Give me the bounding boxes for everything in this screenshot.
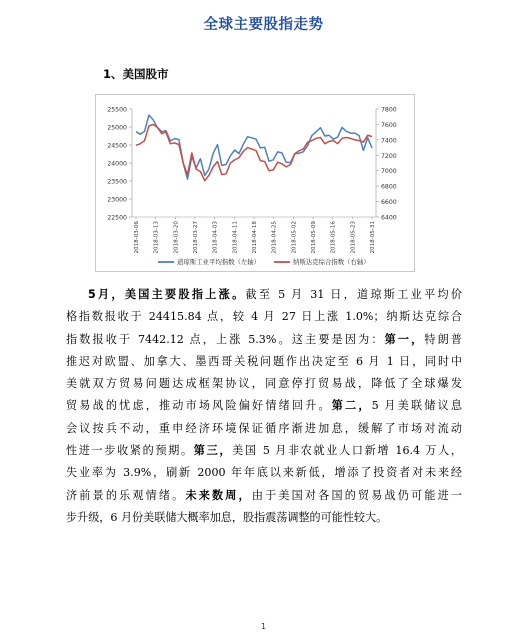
- x-tick-label: 2018-03-20: [173, 221, 180, 254]
- paragraph-text: 贸易战的忧虑，推动市场风险偏好情绪回升。: [66, 399, 332, 413]
- y-left-tick-label: 23500: [107, 178, 127, 186]
- paragraph-text: 济前景的乐观情绪。: [66, 488, 186, 502]
- y-right-tick-label: 6800: [381, 183, 397, 191]
- x-tick-label: 2018-04-18: [252, 221, 258, 254]
- paragraph-text: 指数报收于 7442.12 点，上涨 5.3%。这主要是因为：: [66, 332, 385, 346]
- paragraph-line: 步升级，6 月份美联储大概率加息，股指震荡调整的可能性较大。: [66, 510, 388, 524]
- paragraph-line: [66, 440, 462, 462]
- legend-label: 道琼斯工业平均指数（左轴）: [177, 258, 261, 266]
- paragraph-text: 性进一步收紧的预期。: [66, 444, 194, 458]
- y-right-tick-label: 6600: [381, 199, 397, 207]
- section-heading: 1、美国股市: [103, 67, 169, 81]
- y-left-tick-label: 23000: [107, 196, 127, 204]
- paragraph-text: 由于美国对各国的贸易战仍可能进一: [251, 488, 462, 502]
- paragraph-emphasis: 未来数周，: [185, 488, 252, 502]
- page-number: 1: [260, 622, 267, 631]
- paragraph-emphasis: 第二，: [331, 399, 372, 413]
- x-tick-label: 2018-03-06: [134, 221, 140, 254]
- paragraph-line: 失业率为 3.9%，刷新 2000 年年底以来新低，增添了投资者对未来经: [66, 466, 462, 480]
- y-right-tick-label: 7600: [381, 121, 397, 129]
- x-tick-label: 2018-03-13: [153, 221, 160, 254]
- y-right-tick-label: 7200: [381, 152, 397, 160]
- paragraph-lead: 5月，美国主要股指上涨。: [88, 288, 246, 301]
- x-tick-label: 2018-05-23: [350, 221, 357, 254]
- x-tick-label: 2018-04-25: [271, 221, 278, 254]
- paragraph-line: 格指数报收于 24415.84 点，较 4 月 27 日上涨 1.0%；纳斯达克综合: [66, 310, 462, 324]
- y-right-tick-label: 7400: [381, 137, 397, 145]
- nasdaq-line: [136, 124, 372, 180]
- paragraph-line: 美就双方贸易问题达成框架协议，同意停打贸易战，降低了全球爆发: [66, 377, 462, 391]
- page-title: 全球主要股指走势: [203, 17, 324, 33]
- paragraph-line: 推迟对欧盟、加拿大、墨西哥关税问题作出决定至 6 月 1 日，同时中: [66, 354, 462, 368]
- paragraph-text: 特朗普: [424, 332, 462, 346]
- dow-jones-line: [136, 115, 372, 179]
- x-tick-label: 2018-04-11: [232, 221, 239, 254]
- x-tick-label: 2018-04-03: [212, 221, 219, 254]
- legend-label: 纳斯达克综合指数（右轴）: [293, 258, 370, 266]
- paragraph-line: [66, 485, 462, 507]
- paragraph-text: 美国 5 月非农就业人口新增 16.4 万人，: [232, 444, 462, 458]
- paragraph-text: 5 月美联储议息: [371, 399, 462, 413]
- paragraph-line: 会议按兵不动，重申经济环境保证循序渐进加息，缓解了市场对流动: [66, 421, 462, 435]
- paragraph-line: [66, 329, 462, 351]
- y-left-tick-label: 22500: [107, 214, 127, 222]
- chart-svg: [96, 95, 416, 273]
- x-tick-label: 2018-05-09: [311, 221, 317, 254]
- paragraph-line: [66, 284, 462, 306]
- body-paragraph: [66, 284, 462, 529]
- y-right-tick-label: 7000: [381, 168, 397, 176]
- y-left-tick-label: 24000: [107, 160, 127, 168]
- y-left-tick-label: 24500: [107, 142, 127, 150]
- y-left-tick-label: 25500: [107, 106, 127, 114]
- y-right-tick-label: 6400: [381, 214, 397, 222]
- x-tick-label: 2018-05-16: [330, 221, 337, 254]
- y-right-tick-label: 7800: [381, 106, 397, 114]
- paragraph-line: [66, 395, 462, 417]
- paragraph-emphasis: 第三，: [193, 444, 233, 458]
- x-tick-label: 2018-05-31: [370, 221, 376, 254]
- paragraph-emphasis: 第一，: [384, 332, 425, 346]
- stock-index-chart: [95, 94, 415, 272]
- x-tick-label: 2018-03-27: [193, 221, 199, 254]
- y-left-tick-label: 25000: [107, 124, 127, 132]
- paragraph-text: 截至 5 月 31 日，道琼斯工业平均价: [245, 288, 462, 301]
- x-tick-label: 2018-05-02: [291, 221, 298, 254]
